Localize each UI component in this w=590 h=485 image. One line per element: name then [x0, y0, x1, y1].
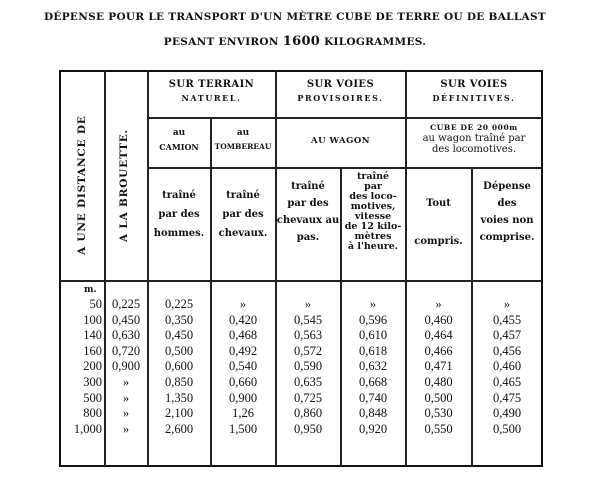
- table-cell: 0,492: [228, 343, 258, 358]
- table-cell: 0,850: [164, 375, 194, 389]
- header-camion-l1: au: [172, 128, 186, 138]
- desc-hommes: [148, 186, 210, 243]
- header-line: par des: [222, 209, 264, 220]
- header-terrain: [148, 79, 275, 103]
- header-line: des: [497, 198, 517, 209]
- header-provisoires-l1: SUR VOIES: [306, 79, 375, 90]
- header-line: comprise.: [479, 232, 535, 243]
- table-cell: 0,500: [164, 343, 194, 358]
- table-cell: 0,900: [111, 359, 141, 374]
- table-cell: 1,26: [232, 406, 254, 421]
- header-line: Dépense: [483, 181, 531, 192]
- table-cell: 1,500: [228, 421, 258, 436]
- table-cell: 0,450: [164, 328, 194, 343]
- table-cell: 0,471: [424, 359, 453, 374]
- table-cell: 0,464: [424, 328, 453, 343]
- table-cell: 0,500: [424, 390, 453, 405]
- header-line: chevaux.: [218, 228, 268, 239]
- table-cell: »: [369, 297, 377, 311]
- table-cell: 0,860: [293, 406, 323, 421]
- table-cell: »: [503, 297, 511, 311]
- table-cell: 0,457: [492, 328, 522, 343]
- header-line: de 12 kilo-: [344, 220, 402, 232]
- desc-chevaux: [211, 186, 275, 243]
- header-definitives: [406, 79, 542, 103]
- row-distance: 100: [83, 312, 102, 327]
- table-cell: 1,350: [164, 390, 194, 405]
- table-cell: »: [122, 375, 130, 389]
- header-line: chevaux au: [276, 215, 340, 226]
- table-cell: 0,632: [358, 359, 388, 374]
- table-cell: 0,848: [358, 406, 388, 421]
- table-cell: 0,600: [164, 359, 194, 374]
- table-cell: 0,635: [293, 375, 323, 389]
- table-cell: »: [122, 406, 130, 421]
- table-subtitle: [0, 34, 590, 49]
- row-distance: 800: [83, 406, 102, 421]
- header-line: traîné: [226, 190, 260, 201]
- header-line: des loco-: [349, 190, 397, 202]
- header-tombereau-l2: TOMBEREAU: [214, 142, 272, 152]
- table-cell: 0,563: [293, 328, 323, 343]
- header-distance: A UNE DISTANCE DE: [76, 115, 88, 255]
- table-cell: 0,480: [424, 375, 453, 389]
- table-title: DÉPENSE POUR LE TRANSPORT D'UN MÈTRE CUBE DE TERRE OU DE BALLAST: [44, 11, 546, 23]
- table-cell: 0,350: [164, 312, 194, 327]
- header-provisoires-l2: PROVISOIRES.: [297, 92, 384, 103]
- header-line: vitesse: [354, 210, 392, 222]
- table-cell: 2,600: [164, 421, 194, 436]
- header-brouette: A LA BROUETTE.: [118, 128, 130, 242]
- header-line: traîné: [356, 171, 390, 182]
- table-cell: 0,668: [358, 375, 388, 389]
- header-line: hommes.: [153, 228, 205, 239]
- row-distance: 140: [83, 328, 102, 343]
- desc-wagon-chevaux: [276, 178, 340, 246]
- header-line: motives,: [350, 200, 396, 212]
- rule-h2: [147, 167, 542, 169]
- table-cell: 0,950: [293, 421, 323, 436]
- table-cell: 0,720: [111, 343, 141, 358]
- table-cell: »: [304, 297, 312, 311]
- header-cube-l2: au wagon traîné par: [422, 132, 526, 144]
- desc-locomotives: [341, 172, 405, 252]
- header-camion: [148, 128, 210, 153]
- table-cell: 0,490: [492, 406, 522, 421]
- table-cell: 0,540: [228, 359, 258, 374]
- desc-tout-compris: [406, 194, 471, 251]
- table-cell: 0,530: [424, 406, 453, 421]
- rule-h-body: [60, 280, 542, 282]
- header-definitives-l2: DÉFINITIVES.: [432, 92, 516, 103]
- row-distance: 200: [83, 359, 102, 374]
- header-cube-l3: des locomotives.: [431, 144, 517, 156]
- table-cell: 0,596: [358, 312, 388, 327]
- header-terrain-l1: SUR TERRAIN: [168, 79, 255, 90]
- table-cell: 0,660: [228, 375, 258, 389]
- table-cell: 0,225: [164, 297, 194, 311]
- table-cell: 0,420: [228, 312, 258, 327]
- table-cell: »: [239, 297, 247, 311]
- table-cell: 0,500: [492, 421, 522, 436]
- rule-h1: [147, 117, 542, 119]
- header-line: par des: [287, 198, 329, 209]
- table-cell: 0,450: [111, 312, 141, 327]
- table-cell: 0,460: [492, 359, 522, 374]
- header-camion-l2: CAMION: [159, 142, 199, 153]
- table-cell: 0,725: [293, 390, 323, 405]
- row-distance: 300: [83, 375, 102, 389]
- subtitle-weight: 1600: [282, 34, 321, 49]
- table-cell: 0,545: [293, 312, 323, 327]
- row-distance: 1,000: [73, 421, 102, 436]
- table-cell: 0,456: [492, 343, 522, 358]
- table-cell: »: [122, 421, 130, 436]
- table-cell: 0,225: [111, 297, 141, 311]
- table-cell: 0,900: [228, 390, 258, 405]
- unit-label: m.: [84, 285, 97, 295]
- header-line: pas.: [296, 232, 320, 243]
- header-line: par: [364, 180, 382, 192]
- table-cell: 0,550: [424, 421, 453, 436]
- header-line: Tout: [426, 198, 451, 209]
- table-cell: 0,572: [293, 343, 323, 358]
- subtitle-pre: PESANT ENVIRON: [163, 36, 279, 48]
- table-cell: 0,630: [111, 328, 141, 343]
- header-line: voies non: [480, 215, 534, 226]
- header-definitives-l1: SUR VOIES: [440, 79, 508, 90]
- header-cube-l1: CUBE DE 20 000m: [430, 123, 518, 132]
- header-provisoires: [276, 79, 405, 103]
- header-au-wagon: [276, 137, 405, 147]
- row-distance: 500: [83, 390, 102, 405]
- table-cell: 0,455: [492, 312, 522, 327]
- header-tombereau-l1: au: [236, 128, 250, 138]
- table-cell: 0,468: [228, 328, 258, 343]
- table-cell: 0,610: [358, 328, 388, 343]
- header-cube: [406, 124, 542, 156]
- table-cell: 0,460: [424, 312, 453, 327]
- header-line: compris.: [414, 236, 463, 247]
- desc-depense: [472, 178, 542, 246]
- table-cell: 0,740: [358, 390, 388, 405]
- header-au-wagon-label: AU WAGON: [311, 136, 370, 146]
- table-cell: »: [435, 297, 442, 311]
- header-line: traîné: [162, 190, 196, 201]
- table-cell: 0,618: [358, 343, 388, 358]
- header-terrain-l2: NATUREL.: [181, 92, 242, 103]
- row-distance: 160: [83, 343, 102, 358]
- table-cell: 0,590: [293, 359, 323, 374]
- table-cell: 2,100: [164, 406, 194, 421]
- header-line: par des: [158, 209, 200, 220]
- header-line: à l'heure.: [347, 240, 399, 252]
- header-tombereau: [211, 128, 275, 152]
- table-cell: 0,465: [492, 375, 522, 389]
- table-cell: »: [122, 390, 130, 405]
- header-line: traîné: [291, 181, 325, 192]
- header-line: mètres: [354, 230, 392, 242]
- subtitle-post: KILOGRAMMES.: [324, 36, 427, 48]
- table-cell: 0,475: [492, 390, 522, 405]
- table-cell: 0,920: [358, 421, 388, 436]
- header-line: [406, 213, 471, 232]
- table-cell: 0,466: [424, 343, 453, 358]
- row-distance: 50: [89, 297, 102, 311]
